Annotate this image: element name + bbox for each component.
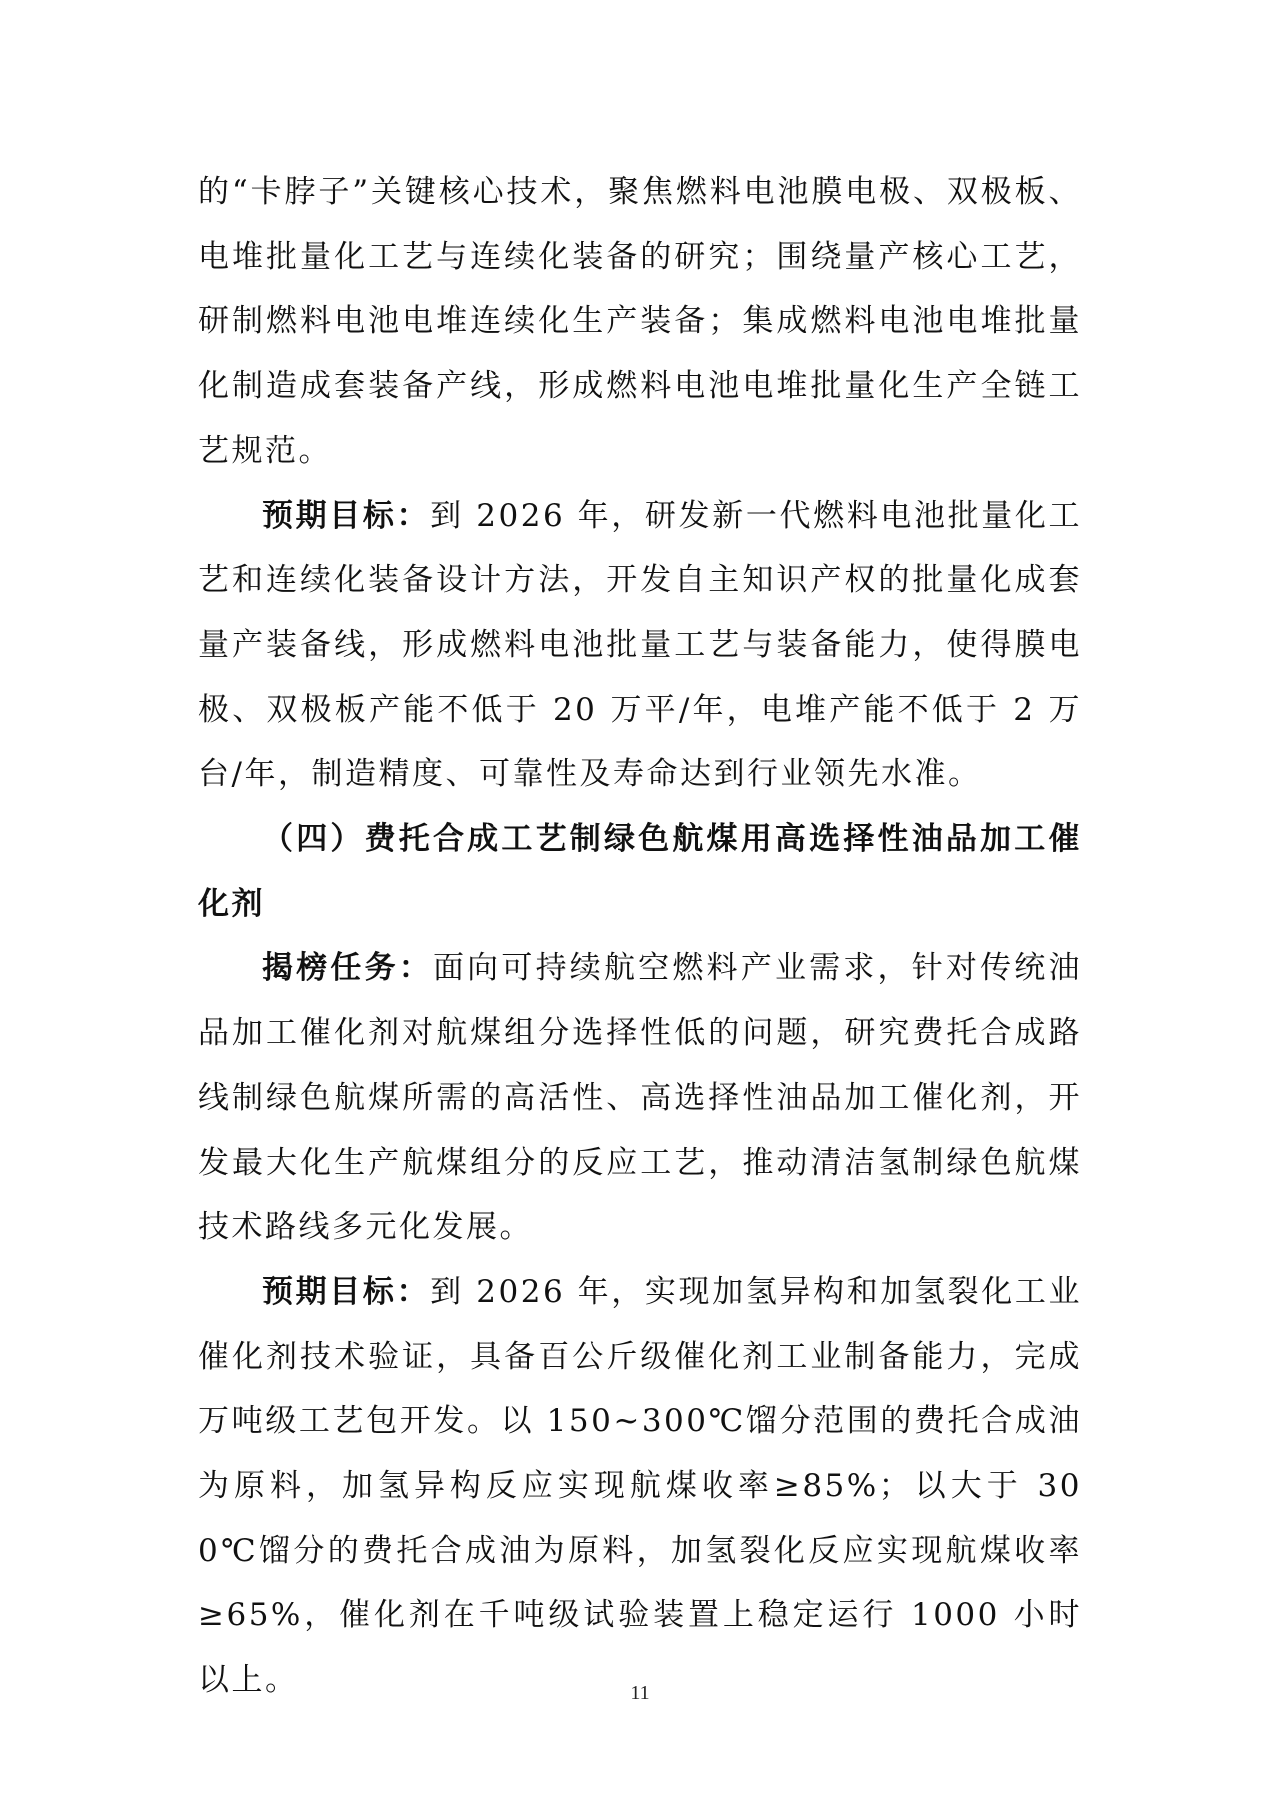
section-heading: （四）费托合成工艺制绿色航煤用高选择性油品加工催化剂 [198,821,1082,922]
paragraph-label: 预期目标： [262,497,431,534]
paragraph-task [198,936,1082,1260]
paragraph-label: 揭榜任务： [262,950,433,987]
paragraph-text: 到 2026 年，研发新一代燃料电池批量化工艺和连续化装备设计方法，开发自主知识产权的批量化成套量产装备线，形成燃料电池批量工艺与装备能力，使得膜电极、双极板产能不低于 20 万平/年，电堆产能不低于 2 万台/年，制造精度、可靠性及寿命达到行业领先水准。 [198,497,1083,793]
paragraph-label: 预期目标： [262,1273,431,1310]
paragraph-text: 到 2026 年，实现加氢异构和加氢裂化工业催化剂技术验证，具备百公斤级催化剂工业制备能力，完成万吨级工艺包开发。以 150~300℃馏分范围的费托合成油为原料，加氢异构反应实现航煤收率≥85%；以大于 300℃馏分的费托合成油为原料，加氢裂化反应实现航煤收率≥65%，催化剂在千吨级试验装置上稳定运行 1000 小时以上。 [198,1273,1083,1699]
body-text [198,160,1082,1713]
paragraph-text: 面向可持续航空燃料产业需求，针对传统油品加工催化剂对航煤组分选择性低的问题，研究费托合成路线制绿色航煤所需的高活性、高选择性油品加工催化剂，开发最大化生产航煤组分的反应工艺，推动清洁氢制绿色航煤技术路线多元化发展。 [198,950,1083,1246]
page-number: 11 [630,1682,650,1704]
paragraph-continued [198,160,1082,484]
paragraph-expected-goal-2 [198,1260,1082,1713]
paragraph-expected-goal-1 [198,484,1082,808]
paragraph-text: 的“卡脖子”关键核心技术，聚焦燃料电池膜电极、双极板、电堆批量化工艺与连续化装备的研究；围绕量产核心工艺，研制燃料电池电堆连续化生产装备；集成燃料电池电堆批量化制造成套装备产线，形成燃料电池电堆批量化生产全链工艺规范。 [198,174,1082,469]
